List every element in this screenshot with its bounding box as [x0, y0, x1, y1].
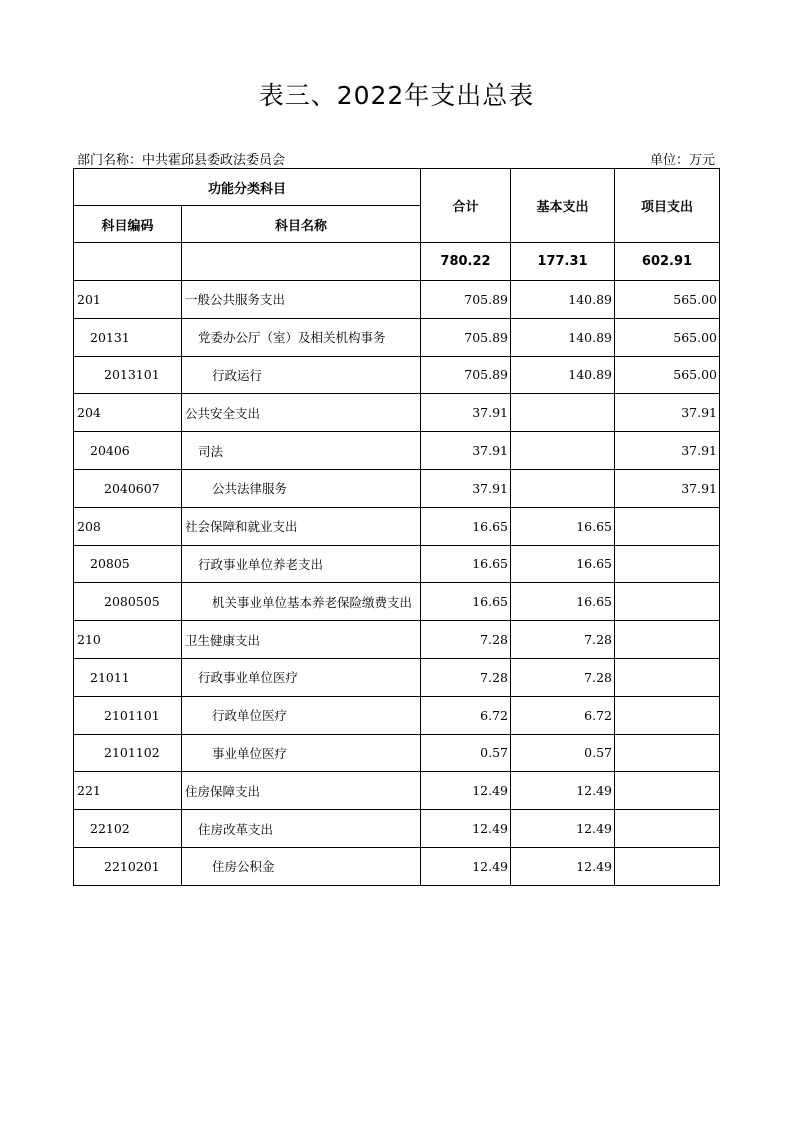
- row-code: 2080505: [74, 583, 182, 621]
- row-basic: [511, 469, 615, 507]
- row-basic: 6.72: [511, 696, 615, 734]
- row-code: 2210201: [74, 847, 182, 885]
- row-project: 565.00: [615, 356, 720, 394]
- header-name: 科目名称: [182, 206, 421, 243]
- row-name: 卫生健康支出: [182, 621, 421, 659]
- row-project: 37.91: [615, 469, 720, 507]
- table-row: [74, 432, 720, 470]
- table-row: [74, 583, 720, 621]
- row-code: 2101102: [74, 734, 182, 772]
- row-name: 事业单位医疗: [182, 734, 421, 772]
- table-row: [74, 810, 720, 848]
- row-name: 行政单位医疗: [182, 696, 421, 734]
- header-code: 科目编码: [74, 206, 182, 243]
- row-basic: 140.89: [511, 318, 615, 356]
- row-name: 一般公共服务支出: [182, 281, 421, 319]
- row-project: 37.91: [615, 432, 720, 470]
- row-code: 20406: [74, 432, 182, 470]
- row-total: 6.72: [421, 696, 511, 734]
- row-basic: 140.89: [511, 356, 615, 394]
- row-project: [615, 847, 720, 885]
- row-code: 221: [74, 772, 182, 810]
- header-function-category: 功能分类科目: [74, 169, 421, 206]
- row-name: 行政事业单位医疗: [182, 658, 421, 696]
- expenditure-table: [73, 168, 720, 886]
- department-name: 部门名称：中共霍邱县委政法委员会: [77, 153, 286, 168]
- row-basic: 12.49: [511, 810, 615, 848]
- row-project: [615, 507, 720, 545]
- totals-project: 602.91: [615, 243, 720, 281]
- row-project: 565.00: [615, 281, 720, 319]
- table-row: [74, 507, 720, 545]
- row-total: 7.28: [421, 658, 511, 696]
- header-total: 合计: [421, 169, 511, 243]
- row-total: 12.49: [421, 847, 511, 885]
- row-total: 16.65: [421, 545, 511, 583]
- table-row: [74, 621, 720, 659]
- row-total: 705.89: [421, 318, 511, 356]
- row-project: [615, 810, 720, 848]
- row-code: 201: [74, 281, 182, 319]
- row-code: 2013101: [74, 356, 182, 394]
- row-project: [615, 696, 720, 734]
- page-title: 表三、2022年支出总表: [258, 81, 535, 110]
- table-row: [74, 469, 720, 507]
- row-name: 住房保障支出: [182, 772, 421, 810]
- header-project: 项目支出: [615, 169, 720, 243]
- row-total: 12.49: [421, 772, 511, 810]
- row-code: 208: [74, 507, 182, 545]
- row-code: 2040607: [74, 469, 182, 507]
- row-project: 565.00: [615, 318, 720, 356]
- row-total: 0.57: [421, 734, 511, 772]
- row-name: 社会保障和就业支出: [182, 507, 421, 545]
- row-code: 210: [74, 621, 182, 659]
- table-row: [74, 734, 720, 772]
- table-row: [74, 394, 720, 432]
- table-row: [74, 281, 720, 319]
- row-total: 705.89: [421, 356, 511, 394]
- table-row: [74, 658, 720, 696]
- row-code: 20805: [74, 545, 182, 583]
- table-row: [74, 545, 720, 583]
- row-total: 37.91: [421, 394, 511, 432]
- row-total: 37.91: [421, 469, 511, 507]
- row-project: [615, 658, 720, 696]
- table-row: [74, 356, 720, 394]
- row-project: [615, 545, 720, 583]
- row-basic: 7.28: [511, 658, 615, 696]
- row-basic: 16.65: [511, 507, 615, 545]
- row-name: 行政事业单位养老支出: [182, 545, 421, 583]
- table-row: [74, 847, 720, 885]
- row-basic: 16.65: [511, 545, 615, 583]
- header-basic: 基本支出: [511, 169, 615, 243]
- row-name: 公共安全支出: [182, 394, 421, 432]
- row-project: 37.91: [615, 394, 720, 432]
- row-project: [615, 583, 720, 621]
- row-name: 公共法律服务: [182, 469, 421, 507]
- row-project: [615, 772, 720, 810]
- table-row: [74, 696, 720, 734]
- row-project: [615, 734, 720, 772]
- row-basic: 12.49: [511, 847, 615, 885]
- row-basic: 16.65: [511, 583, 615, 621]
- unit-label: 单位：万元: [650, 153, 716, 168]
- row-project: [615, 621, 720, 659]
- row-basic: 140.89: [511, 281, 615, 319]
- totals-code: [74, 243, 182, 281]
- row-name: 住房公积金: [182, 847, 421, 885]
- totals-row: [74, 243, 720, 281]
- row-code: 2101101: [74, 696, 182, 734]
- row-total: 16.65: [421, 507, 511, 545]
- row-basic: [511, 394, 615, 432]
- row-basic: 0.57: [511, 734, 615, 772]
- totals-name: [182, 243, 421, 281]
- row-basic: 7.28: [511, 621, 615, 659]
- row-name: 住房改革支出: [182, 810, 421, 848]
- row-basic: [511, 432, 615, 470]
- row-code: 22102: [74, 810, 182, 848]
- row-name: 行政运行: [182, 356, 421, 394]
- row-code: 204: [74, 394, 182, 432]
- row-total: 16.65: [421, 583, 511, 621]
- row-name: 党委办公厅（室）及相关机构事务: [182, 318, 421, 356]
- row-code: 21011: [74, 658, 182, 696]
- row-total: 37.91: [421, 432, 511, 470]
- totals-total: 780.22: [421, 243, 511, 281]
- row-name: 机关事业单位基本养老保险缴费支出: [182, 583, 421, 621]
- totals-basic: 177.31: [511, 243, 615, 281]
- row-name: 司法: [182, 432, 421, 470]
- table-row: [74, 318, 720, 356]
- table-row: [74, 772, 720, 810]
- row-basic: 12.49: [511, 772, 615, 810]
- row-total: 7.28: [421, 621, 511, 659]
- row-code: 20131: [74, 318, 182, 356]
- row-total: 12.49: [421, 810, 511, 848]
- row-total: 705.89: [421, 281, 511, 319]
